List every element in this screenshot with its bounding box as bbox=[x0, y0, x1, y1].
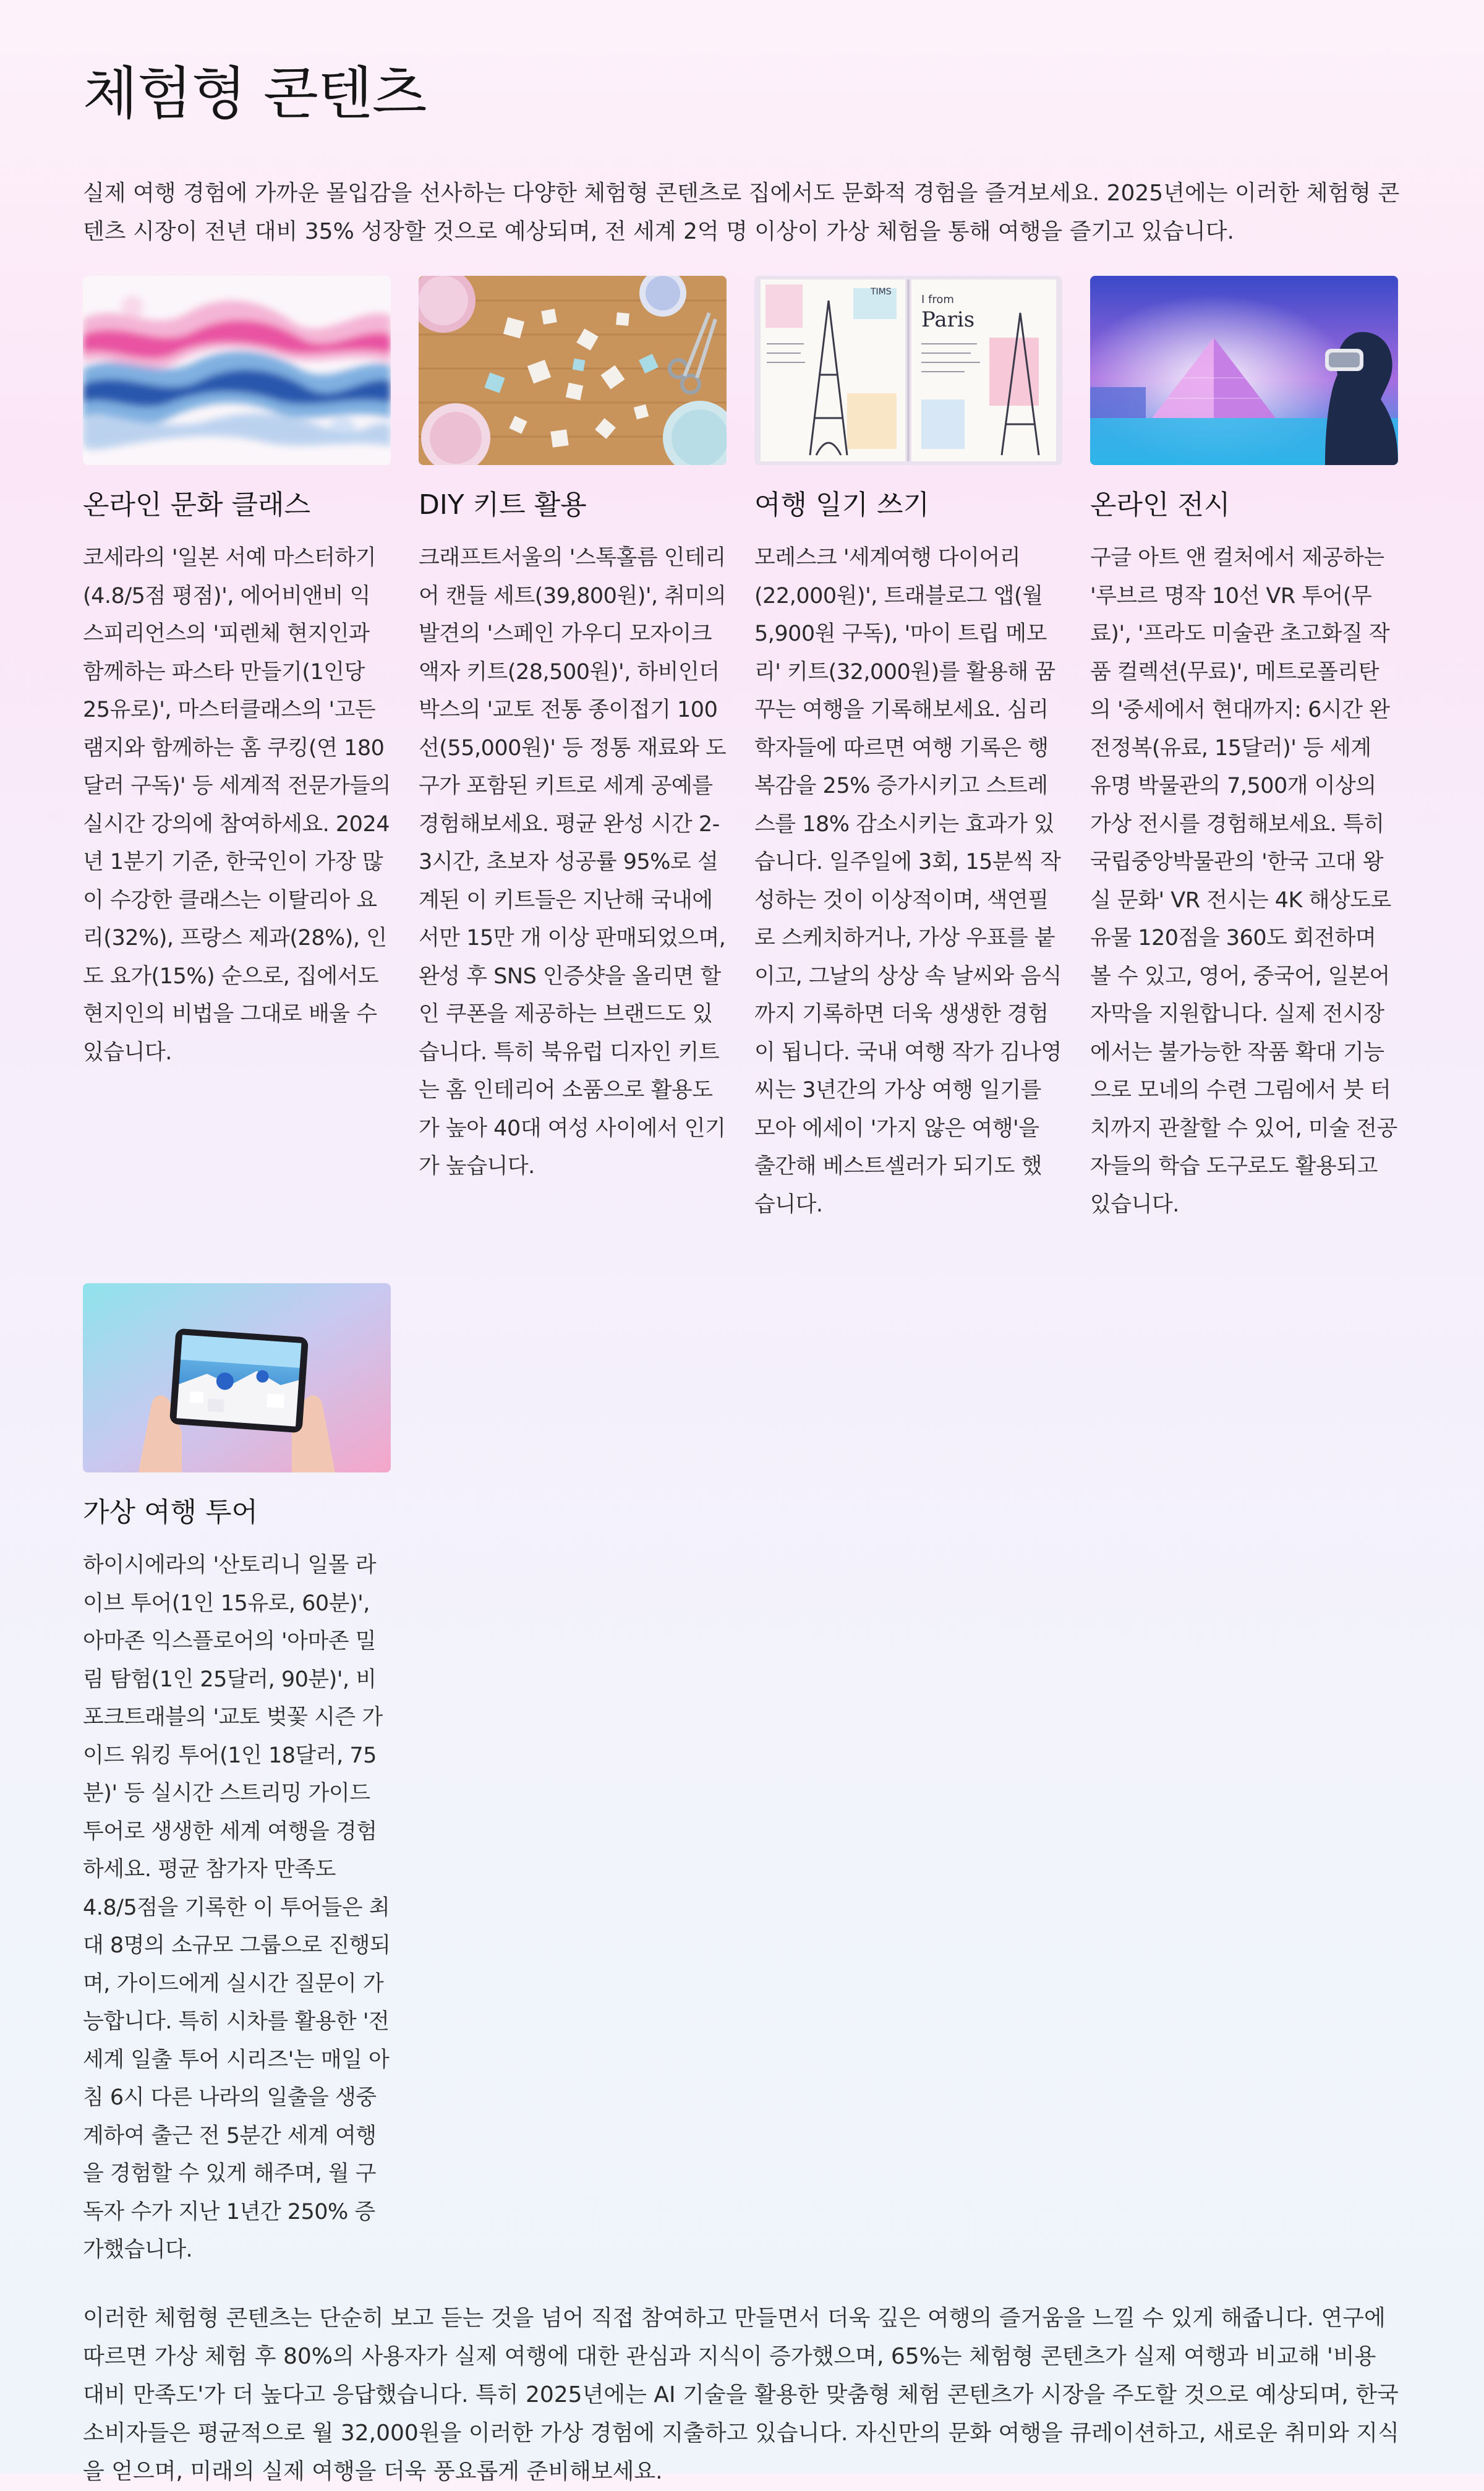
card-virtual-tour bbox=[83, 1283, 391, 2270]
card-body: 모레스크 '세계여행 다이어리(22,000원)', 트래블로그 앱(월 5,900원 구독), '마이 트립 메모리' 키트(32,000원)를 활용해 꿈꾸는 여행을 기록해보세요. 심리학자들에 따르면 여행 기록은 행복감을 25% 증가시키고 스트레스를 18% 감소시키는 효과가 있습니다. 일주일에 3회, 15분씩 작성하는 것이 이상적이며, 색연필로 스케치하거나, 가상 우표를 붙이고, 그날의 상상 속 날씨와 음식까지 기록하면 더욱 생생한 경험이 됩니다. 국내 여행 작가 김나영씨는 3년간의 가상 여행 일기를 모아 에세이 '가지 않은 여행'을 출간해 베스트셀러가 되기도 했습니다. bbox=[754, 545, 1062, 1217]
card-title: 여행 일기 쓰기 bbox=[754, 489, 929, 521]
watercolor-waves-image bbox=[83, 276, 391, 465]
craft-kit-image bbox=[419, 276, 727, 465]
card-body: 하이시에라의 '산토리니 일몰 라이브 투어(1인 15유로, 60분)', 아마존 익스플로어의 '아마존 밀림 탐험(1인 25달러, 90분)', 비포크트래블의 '교토 벚꽃 시즌 가이드 워킹 투어(1인 18달러, 75분)' 등 실시간 스트리밍 가이드 투어로 생생한 세계 여행을 경험하세요. 평균 참가자 만족도 4.8/5점을 기록한 이 투어들은 최대 8명의 소규모 그룹으로 진행되며, 가이드에게 실시간 질문이 가능합니다. 특히 시차를 활용한 '전 세계 일출 투어 시리즈'는 매일 아침 6시 다른 나라의 일출을 생중계하여 출근 전 5분간 세계 여행을 경험할 수 있게 해주며, 월 구독자 수가 지난 1년간 250% 증가했습니다. bbox=[83, 1553, 391, 2262]
card-title: DIY 키트 활용 bbox=[419, 489, 587, 521]
card-body: 크래프트서울의 '스톡홀름 인테리어 캔들 세트(39,800원)', 취미의발견의 '스페인 가우디 모자이크 액자 키트(28,500원)', 하비인더박스의 '교토 전통 종이접기 100선(55,000원)' 등 정통 재료와 도구가 포함된 키트로 세계 공예를 경험해보세요. 평균 완성 시간 2-3시간, 초보자 성공률 95%로 설계된 이 키트들은 지난해 국내에서만 15만 개 이상 판매되었으며, 완성 후 SNS 인증샷을 올리면 할인 쿠폰을 제공하는 브랜드도 있습니다. 특히 북유럽 디자인 키트는 홈 인테리어 소품으로 활용도가 높아 40대 여성 사이에서 인기가 높습니다. bbox=[419, 545, 727, 1179]
card-body: 코세라의 '일본 서예 마스터하기(4.8/5점 평점)', 에어비앤비 익스피리언스의 '피렌체 현지인과 함께하는 파스타 만들기(1인당 25유로)', 마스터클래스의 '고든 램지와 함께하는 홈 쿠킹(연 180달러 구독)' 등 세계적 전문가들의 실시간 강의에 참여하세요. 2024년 1분기 기준, 한국인이 가장 많이 수강한 클래스는 이탈리아 요리(32%), 프랑스 제과(28%), 인도 요가(15%) 순으로, 집에서도 현지인의 비법을 그대로 배울 수 있습니다. bbox=[83, 545, 391, 1065]
journal-label-tims: TIMS bbox=[871, 287, 892, 297]
card-body: 구글 아트 앤 컬처에서 제공하는 '루브르 명작 10선 VR 투어(무료)', '프라도 미술관 초고화질 작품 컬렉션(무료)', 메트로폴리탄의 '중세에서 현대까지: 6시간 완전정복(유료, 15달러)' 등 세계 유명 박물관의 7,500개 이상의 가상 전시를 경험해보세요. 특히 국립중앙박물관의 '한국 고대 왕실 문화' VR 전시는 4K 해상도로 유물 120점을 360도 회전하며 볼 수 있고, 영어, 중국어, 일본어 자막을 지원합니다. 실제 전시장에서는 불가능한 작품 확대 기능으로 모네의 수련 그림에서 붓 터치까지 관찰할 수 있어, 미술 전공자들의 학습 도구로도 활용되고 있습니다. bbox=[1090, 545, 1397, 1217]
intro-paragraph: 실제 여행 경험에 가까운 몰입감을 선사하는 다양한 체험형 콘텐츠로 집에서도 문화적 경험을 즐겨보세요. 2025년에는 이러한 체험형 콘텐츠 시장이 전년 대비 35% 성장할 것으로 예상되며, 전 세계 2억 명 이상이 가상 체험을 통해 여행을 즐기고 있습니다. bbox=[83, 181, 1400, 244]
louvre-vr-image bbox=[1090, 276, 1398, 465]
page-title: 체험형 콘텐츠 bbox=[83, 61, 427, 127]
card-online-class bbox=[83, 276, 391, 1072]
card-title: 온라인 문화 클래스 bbox=[83, 489, 311, 521]
paris-journal-image bbox=[754, 276, 1062, 465]
card-travel-journal bbox=[754, 276, 1062, 1224]
card-title: 온라인 전시 bbox=[1090, 489, 1230, 521]
card-title: 가상 여행 투어 bbox=[83, 1497, 258, 1528]
tablet-santorini-image bbox=[83, 1283, 391, 1472]
content-grid bbox=[83, 276, 1401, 2270]
journal-label-paris: Paris bbox=[921, 307, 975, 332]
journal-label-from: I from bbox=[921, 293, 954, 306]
card-diy-kit bbox=[419, 276, 727, 1186]
card-online-exhibition bbox=[1090, 276, 1398, 1224]
outro-paragraph: 이러한 체험형 콘텐츠는 단순히 보고 듣는 것을 넘어 직접 참여하고 만들면서 더욱 깊은 여행의 즐거움을 느낄 수 있게 해줍니다. 연구에 따르면 가상 체험 후 80%의 사용자가 실제 여행에 대한 관심과 지식이 증가했으며, 65%는 체험형 콘텐츠가 실제 여행과 비교해 '비용 대비 만족도'가 더 높다고 응답했습니다. 특히 2025년에는 AI 기술을 활용한 맞춤형 체험 콘텐츠가 시장을 주도할 것으로 예상되며, 한국 소비자들은 평균적으로 월 32,000원을 이러한 가상 경험에 지출하고 있습니다. 자신만의 문화 여행을 큐레이션하고, 새로운 취미와 지식을 얻으며, 미래의 실제 여행을 더욱 풍요롭게 준비해보세요. bbox=[83, 2305, 1399, 2484]
